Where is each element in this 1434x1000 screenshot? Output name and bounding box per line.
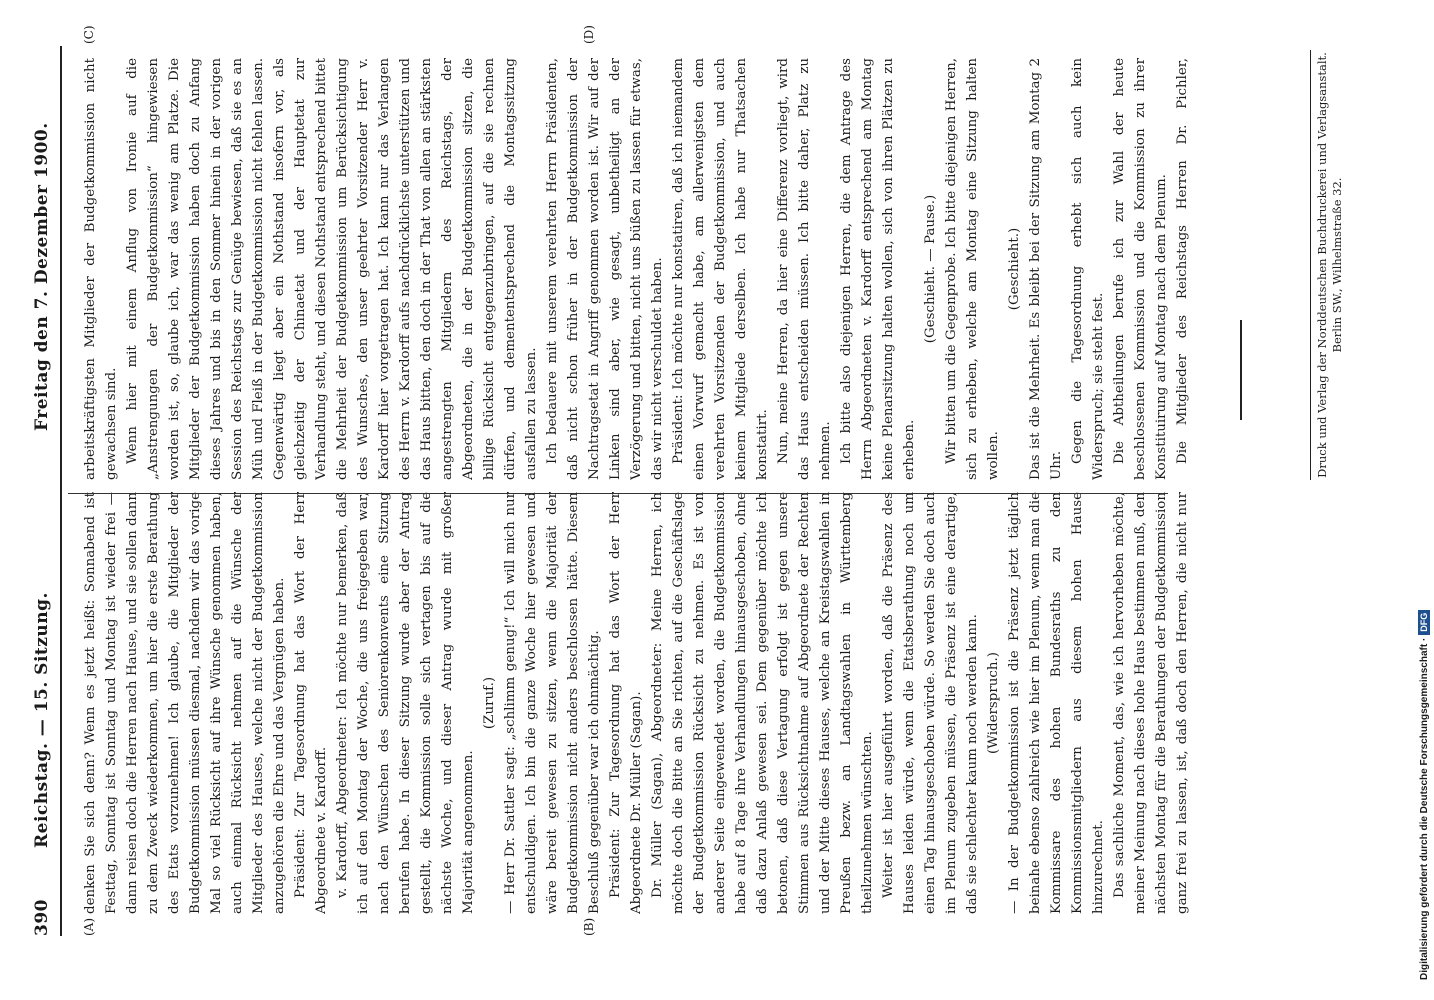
paragraph: Präsident: Zur Tagesordnung hat das Wort der Herr Abgeordnete v. Kardorff. <box>293 492 329 914</box>
margin-marker-b: (B) <box>582 917 596 936</box>
column-divider <box>68 493 1168 494</box>
page-header <box>32 46 68 936</box>
paragraph: Ich bedauere mit unserem verehrten Herrn Präsidenten, daß nicht schon früher in der Budgetkommission der Nachtragsetat in Angriff genommen worden ist. Wir auf der Linken sind aber, wie gesagt, unbetheiligt an der Verzögerung und bitten, nicht uns büßen zu lassen für etwas, das wir nicht verschuldet haben. <box>545 58 665 480</box>
paragraph: — Herr Dr. Sattler sagt: „schlimm genug!“ Ich will mich nur entschuldigen. Ich bin die ganze Woche hier gewesen und wäre bereit gewesen zu sitzen, wenn die Majorität der Budgetkommission nicht anders beschlossen hätte. Diesem Beschluß gegenüber war ich ohnmächtig. <box>503 492 602 914</box>
paragraph: Das ist die Mehrheit. Es bleibt bei der Sitzung am Montag 2 Uhr. <box>1028 58 1064 480</box>
imprint-line-2: Berlin SW., Wilhelmstraße 32. <box>1330 177 1344 353</box>
paragraph: Präsident: Zur Tagesordnung hat das Wort der Herr Abgeordnete Dr. Müller (Sagan). <box>608 492 644 914</box>
paragraph: v. Kardorff, Abgeordneter: Ich möchte nur bemerken, daß ich auf den Montag der Woche, die uns freigegeben war, nach den Wünschen des Seniorenkonvents eine Sitzung berufen habe. In dieser Sitzung wurde aber der Antrag gestellt, die Kommission solle sich vertagen bis auf die nächste Woche, und dieser Antrag wurde mit großer Majorität angenommen. <box>335 492 476 914</box>
digitization-text: Digitalisierung gefördert durch die Deutsche Forschungsgemeinschaft · <box>1419 637 1430 980</box>
paragraph: Präsident: Ich möchte nur konstatiren, daß ich niemandem einen Vorwurf gemacht habe, am allerwenigsten dem verehrten Vorsitzenden der Budgetkommission, und auch keinem Mitgliede derselben. Ich habe nur Thatsachen konstatirt. <box>671 58 770 480</box>
header-date: Freitag den 7. Dezember 1900. <box>32 122 52 431</box>
margin-marker-c: (C) <box>82 25 96 44</box>
header-rule <box>60 46 62 936</box>
header-session-title: Reichstag. — 15. Sitzung. <box>32 592 52 848</box>
left-text-column <box>80 492 1190 914</box>
printer-imprint <box>1310 50 1345 480</box>
paragraph: Dr. Müller (Sagan), Abgeordneter: Meine Herren, ich möchte doch die Bitte an Sie richten, auf die Geschäftslage der Budgetkommission Rücksicht zu nehmen. Es ist von anderer Seite eingewendet worden, die Budgetkommission habe auf 8 Tage ihre Verhandlungen hinausgeschoben, ohne daß dazu Anlaß gewesen sei. Dem gegenüber möchte ich betonen, daß diese Vertagung erfolgt ist gegen unsere Stimmen aus Rücksichtnahme auf Abgeordnete der Rechten und der Mitte dieses Hauses, welche an Kreistagswahlen in Preußen bezw. an Landtagswahlen in Württemberg theilzunehmen wünschten. <box>650 492 875 914</box>
digitization-note <box>1418 610 1430 980</box>
paragraph: Die Mitglieder des Reichstags Herren Dr. Pichler, <box>1175 58 1190 464</box>
paragraph: Wenn hier mit einem Anflug von Ironie auf die „Anstrengungen der Budgetkommission“ hingewiesen worden ist, so, glaube ich, war das wenig am Platze. Die Mitglieder der Budgetkommission haben doch zu Anfang dieses Jahres und bis in den Sommer hinein in der vorigen Session des Reichstags zur Genüge bewiesen, daß sie es an Müh und Fleiß in der Budgetkommission nicht fehlen lassen. Gegenwärtig liegt aber ein Nothstand insofern vor, als gleichzeitig der Chinaetat und der Hauptetat zur Verhandlung steht, und diesen Nothstand entsprechend bittet die Mehrheit der Budgetkommission um Berücksichtigung des Wunsches, den unser geehrter Vorsitzender Herr v. Kardorff hier vorgetragen hat. Ich kann nur das Verlangen des Herrn v. Kardorff aufs nachdrücklichste unterstützen und das Haus bitten, den doch in der That von allen an stärksten angestrengten Mitgliedern des Reichstags, der Abgeordneten, die in der Budgetkommission sitzen, die billige Rücksicht entgegenzubringen, auf die sie rechnen dürfen, und demententsprechend die Montagssitzung ausfallen zu lassen. <box>125 58 539 480</box>
paragraph: — In der Budgetkommission ist die Präsenz jetzt täglich beinahe ebenso zahlreich wie hier im Plenum, wenn man die Kommissare des hohen Bundesraths zu den Kommissionsmitgliedern aus diesem hohen Hause hinzurechnet. <box>1007 492 1106 914</box>
page-number: 390 <box>32 899 52 936</box>
end-rule <box>1240 320 1242 420</box>
paragraph: Das sachliche Moment, das, wie ich hervorheben möchte, meiner Meinung nach dieses hohe Haus bestimmen muß, den nächsten Montag für die Berathungen der Budgetkommission ganz frei zu lassen, ist, daß doch den Herren, die nicht nur <box>1112 492 1190 914</box>
paragraph: Die Abtheilungen berufe ich zur Wahl der heute beschlossenen Kommission und die Kommission zu ihrer Konstituirung auf Montag nach dem Plenum. <box>1112 58 1169 480</box>
margin-marker-d: (D) <box>582 25 596 44</box>
paragraph: Ich bitte also diejenigen Herren, die dem Antrage des Herrn Abgeordneten v. Kardorff entsprechend am Montag keine Plenarsitzung halten wollen, sich von ihren Plätzen zu erheben. <box>839 58 917 480</box>
imprint-line-1: Druck und Verlag der Norddeutschen Buchdruckerei und Verlagsanstalt. <box>1315 52 1329 478</box>
margin-marker-a: (A) <box>82 917 96 936</box>
paragraph: Gegen die Tagesordnung erhebt sich auch kein Widerspruch; sie steht fest. <box>1070 58 1106 480</box>
paragraph: Wir bitten um die Gegenprobe. Ich bitte diejenigen Herren, sich zu erheben, welche am Montag eine Sitzung halten wollen. <box>944 58 1001 480</box>
paragraph: (Zuruf.) <box>482 676 497 730</box>
dfg-logo: DFG <box>1418 610 1430 635</box>
paragraph: Weiter ist hier ausgeführt worden, daß die Präsenz des Hauses leiden würde, wenn die Etatsberathung noch um einen Tag hinausgeschoben würde. So werden Sie doch auch im Plenum zugeben müssen, die Präsenz ist eine derartige, daß sie schlechter kaum noch werden kann. <box>881 492 980 914</box>
right-text-column <box>80 58 1190 480</box>
paragraph: Nun, meine Herren, da hier eine Differenz vorliegt, wird das Haus entscheiden müssen. Ich bitte daher, Platz zu nehmen. <box>776 58 833 480</box>
paragraph: (Widerspruch.) <box>986 652 1001 755</box>
paragraph: arbeitskräftigsten Mitglieder der Budgetkommission nicht gewachsen sind. <box>83 58 119 480</box>
paragraph: (Geschieht. — Pause.) <box>923 194 938 344</box>
paragraph: denken Sie sich denn? Wenn es jetzt heißt: Sonnabend ist Festtag, Sonntag ist Sonntag und Montag ist wieder frei — dann reisen doch die Herren nach Hause, und sie sollen dann zu dem Zweck wiederkommen, um hier die erste Berathung des Etats vorzunehmen! Ich glaube, die Mitglieder der Budgetkommission müssen diesmal, nachdem wir das vorige Mal so viel Rücksicht auf ihre Wünsche genommen haben, auch einmal Rücksicht nehmen auf die Wünsche der Mitglieder des Hauses, welche nicht der Budgetkommission anzugehören die Ehre und das Vergnügen haben. <box>83 492 287 914</box>
paragraph: (Geschieht.) <box>1007 227 1022 311</box>
